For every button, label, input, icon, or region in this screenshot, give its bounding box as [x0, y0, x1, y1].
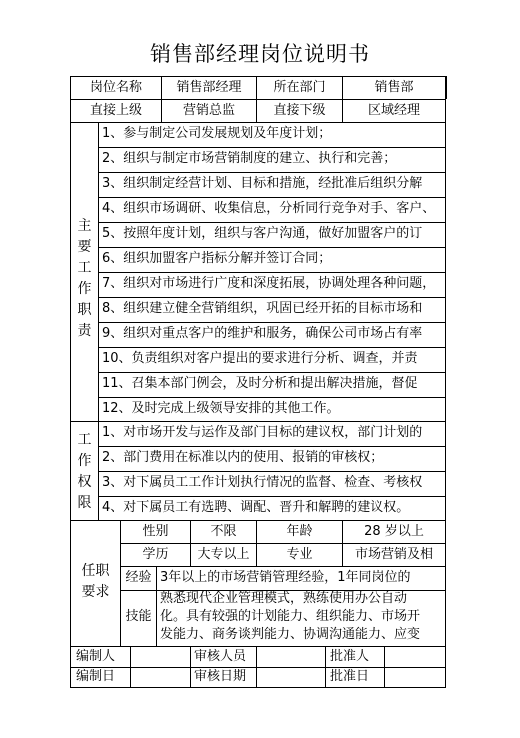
rule: [325, 646, 326, 687]
compiler-label: 编制人: [76, 649, 116, 664]
responsibility-item: 3、组织制定经营计划、目标和措施，经批准后组织分解: [102, 176, 423, 191]
authority-item: 2、部门费用在标准以内的使用、报销的审核权；: [102, 450, 384, 465]
req-value: 不限: [210, 524, 237, 539]
approver-label: 批准人: [330, 649, 370, 664]
req-label: 性别: [142, 524, 169, 539]
req-label: 年龄: [286, 524, 313, 539]
header-value: 销售部经理: [176, 80, 242, 95]
rule: [98, 122, 99, 520]
authority-item: 4、对下属员工有选聘、调配、晋升和解聘的建议权。: [102, 500, 410, 515]
req-value: 市场营销及相: [354, 547, 433, 562]
rule: [384, 646, 385, 687]
rule: [130, 646, 131, 687]
rule: [445, 76, 447, 99]
job-description-table: [70, 76, 446, 687]
header-value: 营销总监: [182, 103, 235, 118]
responsibility-item: 6、组织加盟客户指标分解并签订合同；: [102, 251, 332, 266]
authority-label: 工 作 权 限: [77, 432, 92, 511]
header-value: 区域经理: [367, 103, 420, 118]
responsibility-item: 12、及时完成上级领导安排的其他工作。: [102, 401, 340, 416]
skills-label: 技能: [125, 609, 152, 624]
responsibility-item: 1、参与制定公司发展规划及年度计划；: [102, 126, 332, 141]
page-title: 销售部经理岗位说明书: [150, 42, 370, 66]
req-label: 学历: [142, 547, 169, 562]
header-value: 销售部: [374, 80, 414, 95]
review-date-label: 审核日期: [194, 669, 247, 684]
skills-text-line: 发能力、商务谈判能力、协调沟通能力、应变: [160, 627, 421, 642]
header-label: 直接下级: [273, 103, 326, 118]
authority-item: 1、对市场开发与运作及部门目标的建议权，部门计划的: [102, 425, 423, 440]
rule: [256, 646, 257, 687]
approve-date-label: 批准日: [330, 669, 370, 684]
header-label: 岗位名称: [89, 80, 142, 95]
requirements-label: 任职 要求: [81, 563, 110, 600]
header-label: 所在部门: [273, 80, 326, 95]
reviewer-label: 审核人员: [194, 649, 247, 664]
skills-text-line: 熟悉现代企业管理模式，熟练使用办公自动: [160, 591, 408, 606]
rule: [445, 99, 446, 687]
rule: [156, 566, 157, 646]
header-label: 直接上级: [89, 103, 142, 118]
compile-date-label: 编制日: [76, 669, 116, 684]
experience-label: 经验: [125, 570, 152, 585]
rule: [190, 646, 191, 687]
responsibility-item: 10、负责组织对客户提出的要求进行分析、调查，并责: [102, 351, 418, 366]
responsibility-item: 2、组织与制定市场营销制度的建立、执行和完善；: [102, 151, 397, 166]
responsibility-item: 8、组织建立健全营销组织，巩固已经开拓的目标市场和: [102, 301, 423, 316]
req-value: 28 岁以上: [364, 524, 424, 539]
responsibility-item: 5、按照年度计划，组织与客户沟通，做好加盟客户的订: [102, 226, 423, 241]
skills-text-line: 化。具有较强的计划能力、组织能力、市场开: [160, 609, 421, 624]
authority-item: 3、对下属员工工作计划执行情况的监督、检查、考核权: [102, 475, 423, 490]
responsibilities-label: 主 要 工 作 职 责: [77, 218, 92, 339]
experience-text: 3年以上的市场营销管理经验，1年同岗位的: [160, 570, 411, 585]
responsibility-item: 9、组织对重点客户的维护和服务，确保公司市场占有率: [102, 326, 423, 341]
responsibility-item: 11、召集本部门例会，及时分析和提出解决措施，督促: [102, 376, 418, 391]
req-value: 大专以上: [197, 547, 250, 562]
rule: [120, 566, 446, 567]
responsibility-item: 4、组织市场调研、收集信息，分析同行竞争对手、客户、: [102, 201, 436, 216]
rule: [70, 687, 446, 688]
responsibility-item: 7、组织对市场进行广度和深度拓展，协调处理各种问题，: [102, 276, 436, 291]
req-label: 专业: [286, 547, 313, 562]
